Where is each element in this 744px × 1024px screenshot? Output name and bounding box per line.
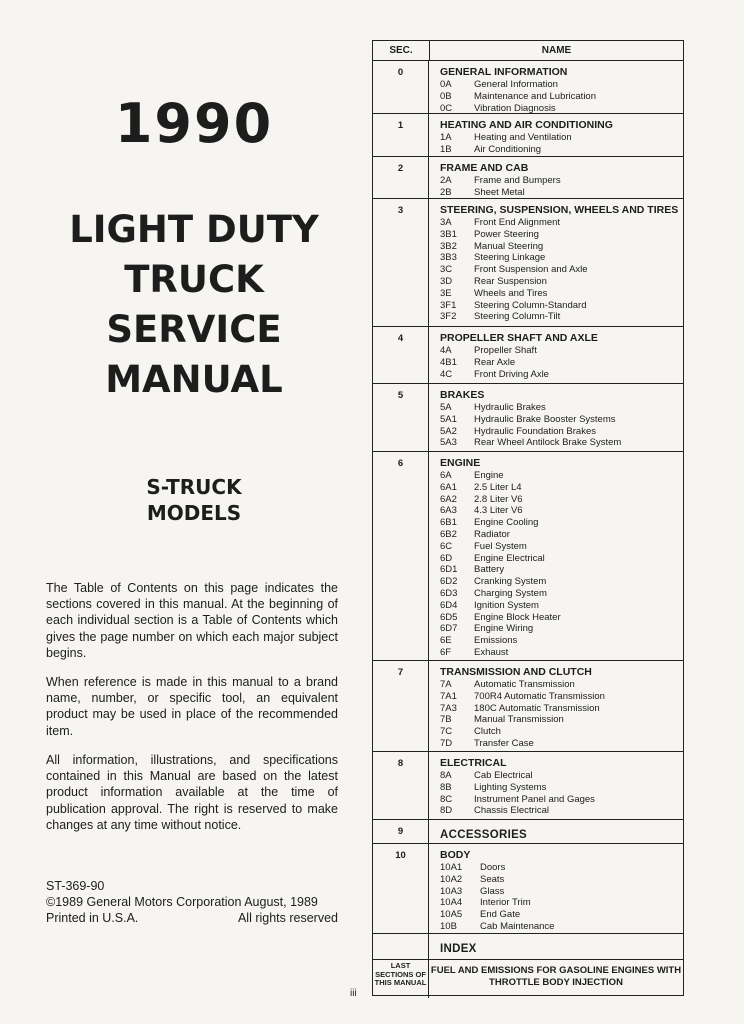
toc-section-row (373, 114, 683, 157)
toc-subsection (440, 553, 683, 565)
toc-subsection-code: 6D4 (440, 599, 458, 611)
toc-subsection-name: Charging System (474, 587, 547, 599)
toc-section-title: STEERING, SUSPENSION, WHEELS AND TIRES (440, 204, 679, 216)
toc-subsection-code: 5A3 (440, 437, 457, 449)
toc-subsection (440, 691, 683, 703)
toc-section-row (373, 61, 683, 114)
toc-subsection (440, 426, 683, 438)
toc-section-row (373, 157, 683, 199)
toc-section-body (429, 452, 683, 660)
toc-subsection (440, 505, 683, 517)
toc-subsection (440, 726, 683, 738)
toc-subsection-name: Instrument Panel and Gages (474, 793, 595, 805)
toc-subsection (440, 300, 683, 312)
toc-subsection-name: Manual Transmission (474, 714, 564, 726)
toc-subsection (440, 252, 683, 264)
toc-subsection-code: 6B1 (440, 517, 457, 529)
toc-section-row (373, 384, 683, 452)
toc-subsection (440, 187, 683, 199)
toc-subsection-name: Hydraulic Brakes (474, 402, 546, 413)
toc-last-sections-row (373, 960, 683, 998)
toc-subsection-code: 7A1 (440, 690, 457, 702)
toc-subsection (440, 782, 683, 794)
toc-section-title: TRANSMISSION AND CLUTCH (440, 666, 592, 678)
toc-subsection-code: 4C (440, 368, 453, 380)
toc-subsection (440, 703, 683, 715)
toc-subsection (440, 91, 683, 103)
intro-paragraph: The Table of Contents on this page indicates the sections covered in this manual. At the beginning of each individual section is a Table of Contents which gives the page number on which each major subject begins. (46, 581, 338, 660)
toc-subsection (440, 529, 683, 541)
toc-subsection (440, 241, 683, 253)
toc-subsection (440, 369, 683, 381)
toc-subsection-code: 10A5 (440, 909, 463, 921)
toc-subsection-name: 2.8 Liter V6 (474, 493, 523, 505)
toc-subsection (440, 862, 683, 874)
toc-subsection-name: Steering Column-Tilt (474, 311, 561, 323)
table-of-contents (372, 40, 684, 996)
toc-subsection-name: Cab Electrical (474, 770, 533, 781)
toc-subsection-name: Front Suspension and Axle (474, 264, 588, 276)
toc-subsection (440, 541, 683, 553)
toc-subsection-name: Lighting Systems (474, 781, 547, 793)
toc-subsection (440, 805, 683, 817)
toc-subsection-code: 7C (440, 726, 453, 738)
cover-subtitle-line: S-TRUCK (146, 475, 242, 499)
toc-subsection-name: Rear Axle (474, 356, 516, 368)
toc-subsection (440, 623, 683, 635)
toc-subsection (440, 738, 683, 750)
toc-subsection-name: Automatic Transmission (474, 679, 575, 690)
toc-subsection-name: Engine Electrical (474, 552, 545, 564)
toc-section-row (373, 752, 683, 820)
toc-subsection (440, 770, 683, 782)
cover-title-line: LIGHT DUTY (69, 208, 319, 251)
toc-subsection (440, 564, 683, 576)
toc-section-body (429, 157, 683, 198)
toc-section-number: 7 (373, 661, 429, 751)
toc-section-body (429, 327, 683, 383)
toc-subsection-name: Cranking System (474, 576, 547, 588)
toc-subsection-code: 0C (440, 102, 453, 114)
toc-subsection (440, 482, 683, 494)
toc-subsection (440, 175, 683, 187)
toc-subsection-code: 5A (440, 402, 452, 413)
toc-section-row (373, 327, 683, 384)
toc-section-body (429, 844, 683, 933)
cover-title (0, 205, 388, 405)
toc-section-title: ACCESSORIES (440, 829, 528, 841)
toc-header (373, 41, 683, 61)
toc-subsection-code: 3A (440, 217, 452, 228)
toc-subsection-name: Chassis Electrical (474, 805, 549, 817)
toc-subsection (440, 229, 683, 241)
toc-section-number: 8 (373, 752, 429, 819)
toc-subsection-code: 10A2 (440, 873, 463, 885)
cover-title-line: TRUCK (124, 258, 264, 301)
toc-section-body (429, 61, 683, 113)
toc-subsection (440, 647, 683, 659)
toc-section-number: 0 (373, 61, 429, 113)
toc-subsection (440, 470, 683, 482)
toc-subsection-code: 3F2 (440, 311, 457, 323)
toc-subsection (440, 612, 683, 624)
toc-subsection-code: 6D (440, 552, 453, 564)
toc-subsection-code: 10B (440, 920, 457, 932)
toc-section-number: 3 (373, 199, 429, 326)
toc-subsection-code: 4A (440, 345, 452, 356)
toc-section-number: 1 (373, 114, 429, 156)
toc-subsection-name: Hydraulic Foundation Brakes (474, 425, 596, 437)
toc-subsection (440, 874, 683, 886)
toc-subsection-name: Front End Alignment (474, 217, 561, 228)
toc-subsection (440, 886, 683, 898)
toc-subsection-name: Power Steering (474, 228, 539, 240)
toc-subsection-code: 3B2 (440, 240, 457, 252)
toc-section-title: BRAKES (440, 389, 485, 401)
toc-subsection-name: Rear Wheel Antilock Brake System (474, 437, 622, 449)
toc-last-sections-name: FUEL AND EMISSIONS FOR GASOLINE ENGINES WITH THROTTLE BODY INJECTION (430, 965, 682, 988)
toc-section-body (429, 199, 683, 326)
page-number: iii (350, 988, 357, 999)
toc-subsection-code: 3C (440, 264, 453, 276)
toc-subsection-name: Maintenance and Lubrication (474, 90, 597, 102)
toc-subsection (440, 437, 683, 449)
toc-subsection-code: 3F1 (440, 299, 457, 311)
toc-subsection (440, 103, 683, 115)
toc-subsection-name: Seats (480, 873, 505, 885)
toc-subsection-code: 6D7 (440, 623, 458, 635)
toc-section-number: 10 (373, 844, 429, 933)
toc-subsection-code: 8B (440, 781, 452, 793)
toc-subsection-name: Cab Maintenance (480, 920, 555, 932)
toc-subsection-code: 5A1 (440, 413, 457, 425)
toc-subsection-name: Wheels and Tires (474, 287, 548, 299)
toc-subsection (440, 79, 683, 91)
toc-subsection (440, 588, 683, 600)
toc-subsection (440, 311, 683, 323)
toc-subsection-name: Engine Wiring (474, 623, 534, 635)
toc-section-row (373, 820, 683, 844)
printed-row (46, 910, 338, 926)
toc-subsection (440, 144, 683, 156)
toc-subsection-code: 3E (440, 287, 452, 299)
toc-section-body (429, 384, 683, 451)
toc-subsection (440, 494, 683, 506)
brand-reference-paragraph: When reference is made in this manual to a brand name, number, or specific tool, an equivalent product may be used in place of the recommended item. (46, 675, 338, 738)
toc-subsection-code: 4B1 (440, 356, 457, 368)
toc-subsection (440, 600, 683, 612)
toc-subsection-code: 7A3 (440, 702, 457, 714)
toc-subsection-name: Steering Column-Standard (474, 299, 587, 311)
toc-subsection (440, 217, 683, 229)
toc-subsection-code: 10A1 (440, 862, 463, 873)
toc-section-title: INDEX (440, 943, 477, 955)
toc-subsection-code: 6A (440, 470, 452, 481)
toc-subsection-name: 2.5 Liter L4 (474, 481, 522, 493)
cover-title-line: MANUAL (105, 358, 283, 401)
toc-subsection-name: 180C Automatic Transmission (474, 702, 600, 714)
printed-in: Printed in U.S.A. (46, 911, 139, 925)
toc-subsection-name: Front Driving Axle (474, 368, 549, 380)
toc-section-body (429, 820, 683, 843)
toc-subsection-code: 10A3 (440, 885, 463, 897)
copyright-line: ©1989 General Motors Corporation August, 1989 (46, 895, 318, 909)
toc-section-title: ENGINE (440, 457, 481, 469)
toc-subsection-name: Radiator (474, 528, 510, 540)
toc-subsection-code: 5A2 (440, 425, 457, 437)
toc-subsection-code: 1B (440, 143, 452, 155)
toc-subsection-code: 10A4 (440, 897, 463, 909)
toc-subsection (440, 576, 683, 588)
toc-subsection-name: General Information (474, 79, 558, 90)
toc-header-sec: SEC. (373, 41, 430, 60)
toc-subsection (440, 897, 683, 909)
toc-subsection-code: 0B (440, 90, 452, 102)
toc-subsection-name: 4.3 Liter V6 (474, 505, 523, 517)
toc-subsection (440, 794, 683, 806)
toc-subsection (440, 517, 683, 529)
toc-section-body (429, 752, 683, 819)
toc-subsection (440, 679, 683, 691)
toc-subsection-code: 3B3 (440, 252, 457, 264)
toc-subsection-name: Fuel System (474, 540, 527, 552)
publication-code: ST-369-90 (46, 879, 105, 893)
toc-subsection-name: Clutch (474, 726, 501, 738)
cover-title-line: SERVICE (106, 308, 282, 351)
toc-subsection (440, 264, 683, 276)
toc-section-row (373, 934, 683, 960)
toc-section-number: 2 (373, 157, 429, 198)
toc-subsection-name: Steering Linkage (474, 252, 546, 264)
toc-subsection-name: Interior Trim (480, 897, 531, 909)
toc-subsection-name: Propeller Shaft (474, 345, 537, 356)
toc-subsection-code: 6A1 (440, 481, 457, 493)
toc-subsection (440, 288, 683, 300)
toc-subsection-name: Engine (474, 470, 504, 481)
toc-subsection-name: Ignition System (474, 599, 539, 611)
toc-section-number: 6 (373, 452, 429, 660)
toc-subsection-code: 8D (440, 805, 453, 817)
toc-subsection-code: 8C (440, 793, 453, 805)
toc-subsection (440, 357, 683, 369)
toc-sections (373, 61, 683, 998)
toc-section-title: PROPELLER SHAFT AND AXLE (440, 332, 598, 344)
toc-subsection (440, 414, 683, 426)
toc-subsection (440, 635, 683, 647)
toc-section-title: FRAME AND CAB (440, 162, 529, 174)
toc-subsection (440, 714, 683, 726)
toc-subsection-code: 3B1 (440, 228, 457, 240)
toc-subsection-code: 3D (440, 275, 453, 287)
toc-subsection-code: 7A (440, 679, 452, 690)
toc-subsection-name: 700R4 Automatic Transmission (474, 690, 605, 702)
toc-subsection-name: End Gate (480, 909, 521, 921)
toc-subsection (440, 402, 683, 414)
toc-section-number (373, 934, 429, 959)
toc-last-sections-label: LAST SECTIONS OF THIS MANUAL (373, 960, 429, 998)
publication-footer (46, 878, 338, 926)
toc-section-row (373, 661, 683, 752)
toc-subsection (440, 276, 683, 288)
toc-section-title: ELECTRICAL (440, 757, 507, 769)
toc-subsection-name: Rear Suspension (474, 275, 547, 287)
cover-year: 1990 (114, 92, 274, 155)
toc-subsection-name: Heating and Ventilation (474, 132, 572, 143)
toc-subsection-code: 6D5 (440, 611, 458, 623)
rights-reserved: All rights reserved (237, 911, 338, 925)
toc-subsection (440, 921, 683, 933)
toc-subsection-code: 0A (440, 79, 452, 90)
toc-subsection-name: Air Conditioning (474, 143, 542, 155)
toc-subsection-name: Engine Block Heater (474, 611, 561, 623)
toc-subsection-code: 6E (440, 635, 452, 647)
toc-section-row (373, 199, 683, 327)
toc-subsection-name: Manual Steering (474, 240, 544, 252)
toc-subsection-name: Doors (480, 862, 506, 873)
toc-subsection-name: Glass (480, 885, 505, 897)
toc-subsection-name: Hydraulic Brake Booster Systems (474, 413, 616, 425)
toc-subsection-name: Emissions (474, 635, 518, 647)
toc-subsection-code: 8A (440, 770, 452, 781)
toc-section-row (373, 452, 683, 661)
toc-section-body (429, 661, 683, 751)
toc-subsection-code: 6A2 (440, 493, 457, 505)
toc-section-body (429, 114, 683, 156)
toc-subsection-code: 2B (440, 186, 452, 198)
toc-subsection (440, 909, 683, 921)
disclaimer-paragraph: All information, illustrations, and specifications contained in this Manual are based on the latest product information available at the time of publication approval. The right is reserved to make changes at any time without notice. (46, 753, 338, 832)
toc-subsection (440, 132, 683, 144)
toc-subsection-code: 6C (440, 540, 453, 552)
toc-subsection-code: 2A (440, 175, 452, 186)
toc-section-title: GENERAL INFORMATION (440, 66, 568, 78)
toc-subsection-code: 6A3 (440, 505, 457, 517)
toc-subsection-name: Transfer Case (474, 737, 534, 749)
toc-subsection-name: Engine Cooling (474, 517, 539, 529)
toc-section-number: 5 (373, 384, 429, 451)
toc-section-number: 4 (373, 327, 429, 383)
toc-subsection-code: 1A (440, 132, 452, 143)
toc-section-title: HEATING AND AIR CONDITIONING (440, 119, 613, 131)
toc-subsection-name: Sheet Metal (474, 186, 525, 198)
cover-subtitle (0, 474, 388, 526)
cover-subtitle-line: MODELS (146, 501, 242, 525)
toc-subsection-code: 7D (440, 737, 453, 749)
toc-subsection-code: 7B (440, 714, 452, 726)
toc-section-body (429, 934, 683, 959)
toc-section-row (373, 844, 683, 934)
toc-subsection-name: Vibration Diagnosis (474, 102, 556, 114)
toc-section-number: 9 (373, 820, 429, 843)
toc-subsection-code: 6D2 (440, 576, 458, 588)
toc-subsection-code: 6D1 (440, 564, 458, 576)
toc-header-name: NAME (541, 45, 572, 56)
toc-section-title: BODY (440, 849, 471, 861)
toc-subsection-code: 6F (440, 646, 452, 658)
toc-subsection (440, 345, 683, 357)
toc-subsection-name: Frame and Bumpers (474, 175, 561, 186)
toc-subsection-name: Exhaust (474, 646, 509, 658)
toc-subsection-code: 6D3 (440, 587, 458, 599)
toc-subsection-name: Battery (474, 564, 505, 576)
toc-subsection-code: 6B2 (440, 528, 457, 540)
